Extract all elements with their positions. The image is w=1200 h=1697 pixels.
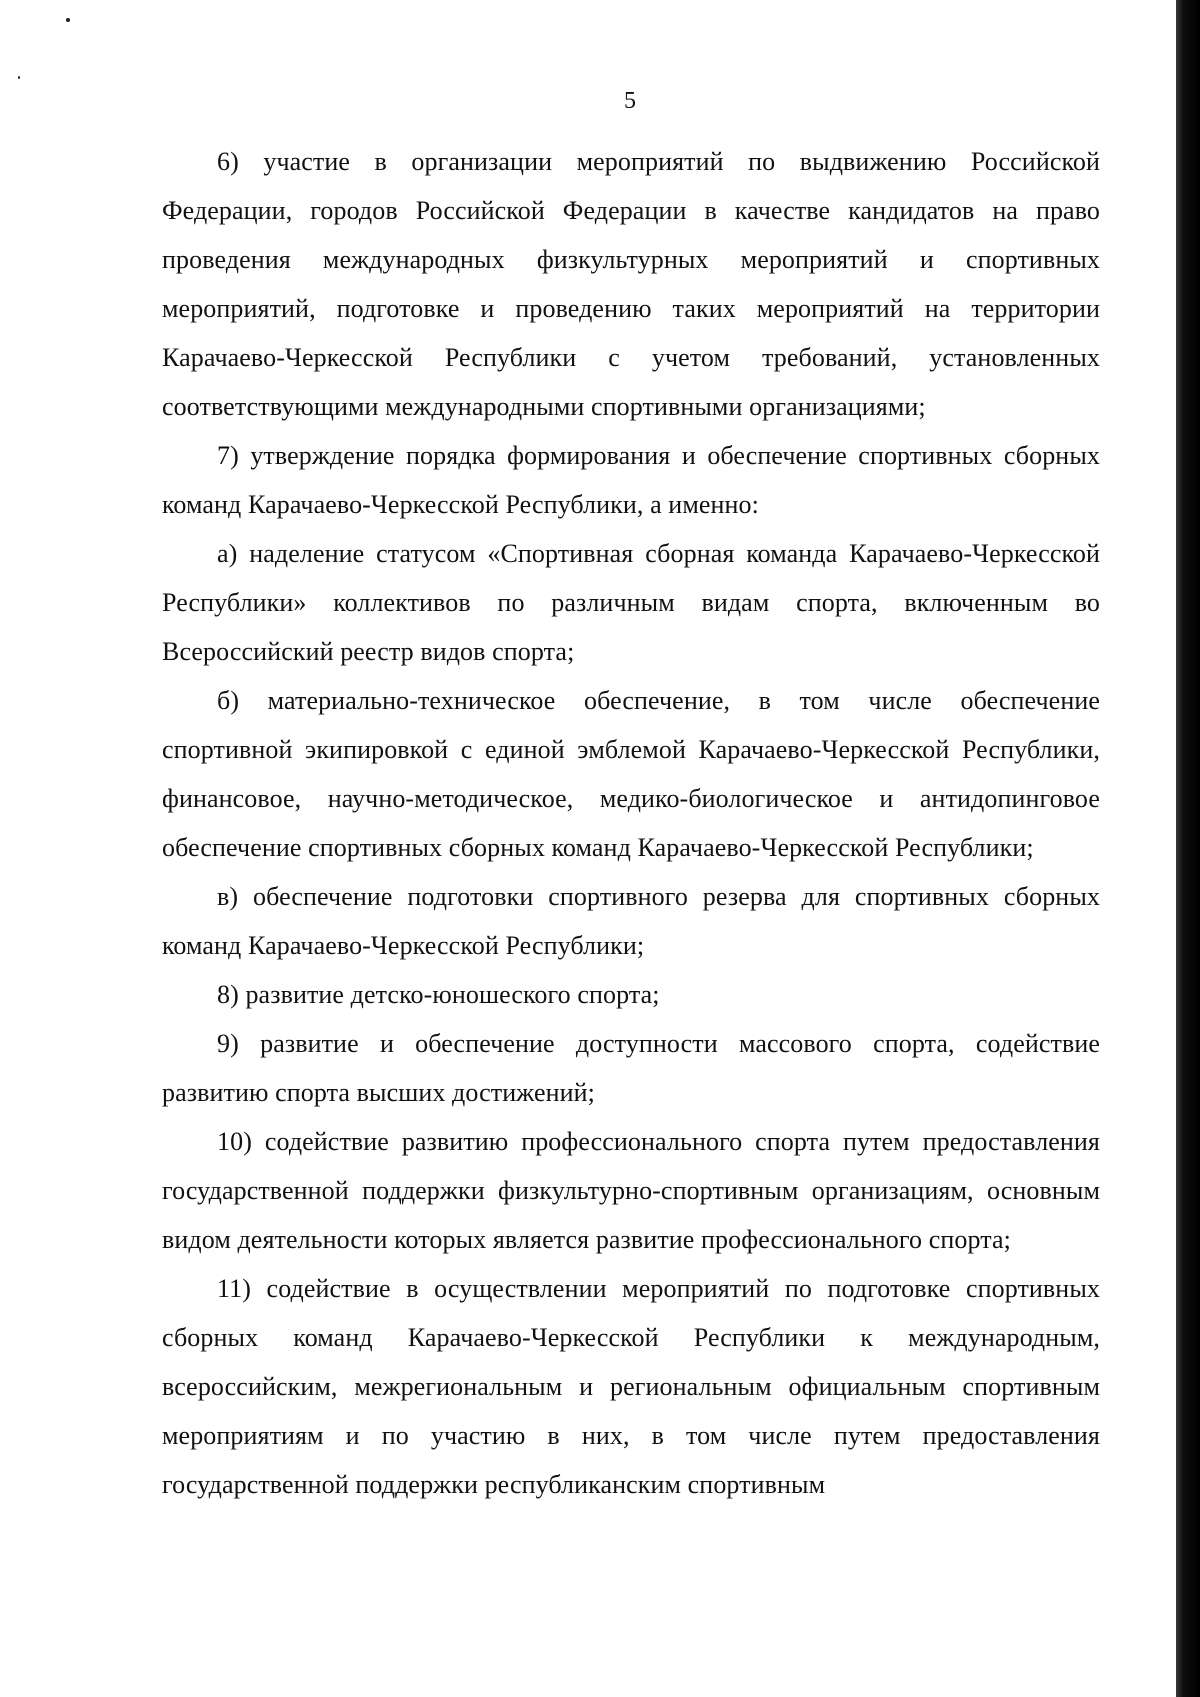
scan-speck (18, 76, 20, 79)
paragraph-subitem-a: а) наделение статусом «Спортивная сборная команда Карачаево-Черкесской Республики» коллективов по различным видам спорта, включенным во Всероссийский реестр видов спорта; (162, 539, 1100, 666)
paragraph-subitem-b: б) материально-техническое обеспечение, в том числе обеспечение спортивной экипировкой с единой эмблемой Карачаево-Черкесской Республики, финансовое, научно-методическое, медико-биологическое и антидопинговое обеспечение спортивных сборных команд Карачаево-Черкесской Республики; (162, 686, 1100, 862)
paragraph-item-9: 9) развитие и обеспечение доступности массового спорта, содействие развитию спорта высших достижений; (162, 1029, 1100, 1107)
scan-speck (66, 18, 70, 22)
paragraph-item-10: 10) содействие развитию профессионального спорта путем предоставления государственной поддержки физкультурно-спортивным организациям, основным видом деятельности которых является развитие профессионального спорта; (162, 1127, 1100, 1254)
paragraph-item-11: 11) содействие в осуществлении мероприятий по подготовке спортивных сборных команд Карачаево-Черкесской Республики к международным, всероссийским, межрегиональным и региональным официальным спортивным мероприятиям и по участию в них, в том числе путем предоставления государственной поддержки республиканским спортивным (162, 1274, 1100, 1499)
scan-border (1176, 0, 1200, 1697)
paragraph-item-6: 6) участие в организации мероприятий по выдвижению Российской Федерации, городов Российской Федерации в качестве кандидатов на право проведения международных физкультурных мероприятий и спортивных мероприятий, подготовке и проведению таких мероприятий на территории Карачаево-Черкесской Республики с учетом требований, установленных соответствующими международными спортивными организациями; (162, 147, 1100, 421)
paragraph-item-8: 8) развитие детско-юношеского спорта; (217, 980, 660, 1009)
page-number: 5 (624, 88, 636, 114)
document-body (162, 137, 1100, 1509)
paragraph-subitem-v: в) обеспечение подготовки спортивного резерва для спортивных сборных команд Карачаево-Черкесской Республики; (162, 882, 1100, 960)
paragraph-item-7: 7) утверждение порядка формирования и обеспечение спортивных сборных команд Карачаево-Черкесской Республики, а именно: (162, 441, 1100, 519)
